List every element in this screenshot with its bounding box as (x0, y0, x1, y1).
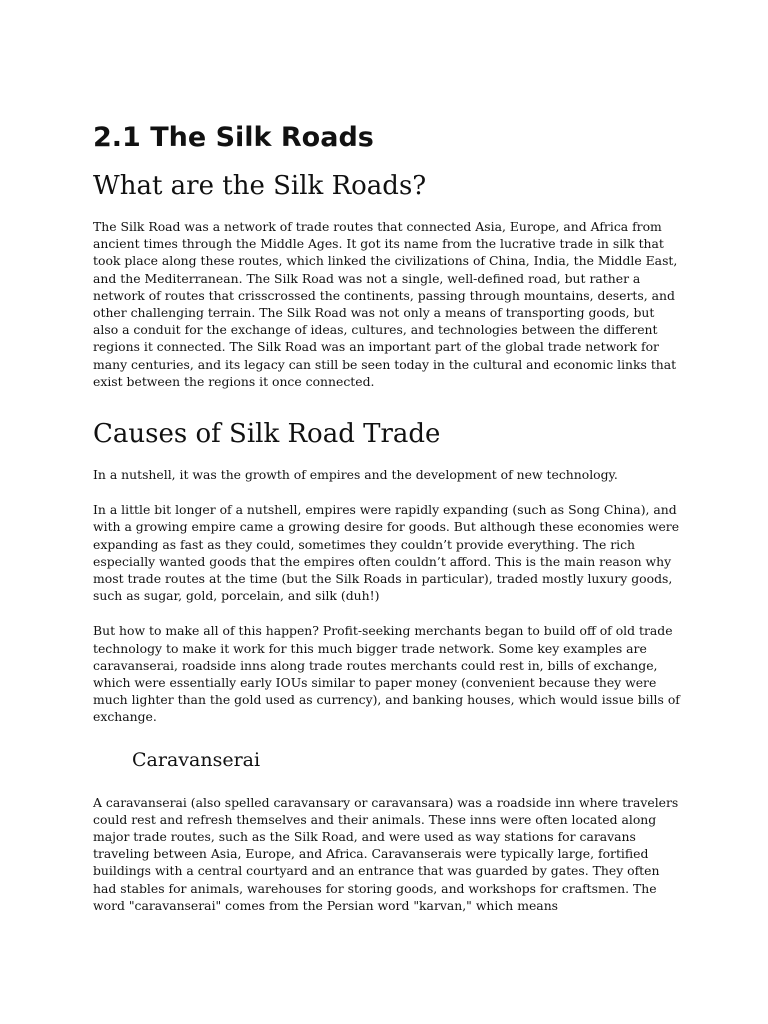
section-heading-what-are-silk-roads: What are the Silk Roads? (93, 171, 427, 201)
paragraph-caravanserai: A caravanserai (also spelled caravansary or caravansara) was a roadside inn where travelers could rest and refresh themselves and their animals. These inns were often located along major trade routes, such as the Silk Road, and were used as way stations for caravans traveling between Asia, Europe, and Africa. Caravanserais were typically large, fortified buildings with a central courtyard and an entrance that was guarded by gates. They often had stables for animals, warehouses for storing goods, and workshops for craftsmen. The word "caravanserai" comes from the Persian word "karvan," which means (93, 794, 679, 913)
page-title: 2.1 The Silk Roads (93, 122, 374, 153)
paragraph-longer-nutshell: In a little bit longer of a nutshell, empires were rapidly expanding (such as Song China), and with a growing empire came a growing desire for goods. But although these economies were expanding as fast as they could, sometimes they couldn’t provide everything. The rich especially wanted goods that the empires often couldn’t afford. This is the main reason why most trade routes at the time (but the Silk Roads in particular), traded mostly luxury goods, such as sugar, gold, porcelain, and silk (duh!) (93, 502, 680, 604)
paragraph-nutshell: In a nutshell, it was the growth of empires and the development of new technology. (93, 467, 618, 483)
section-heading-causes: Causes of Silk Road Trade (93, 419, 441, 450)
subsection-heading-caravanserai: Caravanserai (132, 748, 261, 771)
paragraph-merchants: But how to make all of this happen? Profit-seeking merchants began to build off of old trade technology to make it work for this much bigger trade network. Some key examples are caravanserai, roadside inns along trade routes merchants could rest in, bills of exchange, which were essentially early IOUs similar to paper money (convenient because they were much lighter than the gold used as currency), and banking houses, which would issue bills of exchange. (93, 623, 680, 725)
paragraph-silk-road-definition: The Silk Road was a network of trade routes that connected Asia, Europe, and Africa from ancient times through the Middle Ages. It got its name from the lucrative trade in silk that took place along these routes, which linked the civilizations of China, India, the Middle East, and the Mediterranean. The Silk Road was not a single, well-defined road, but rather a network of routes that crisscrossed the continents, passing through mountains, deserts, and other challenging terrain. The Silk Road was not only a means of transporting goods, but also a conduit for the exchange of ideas, cultures, and technologies between the different regions it connected. The Silk Road was an important part of the global trade network for many centuries, and its legacy can still be seen today in the cultural and economic links that exist between the regions it once connected. (93, 219, 678, 389)
